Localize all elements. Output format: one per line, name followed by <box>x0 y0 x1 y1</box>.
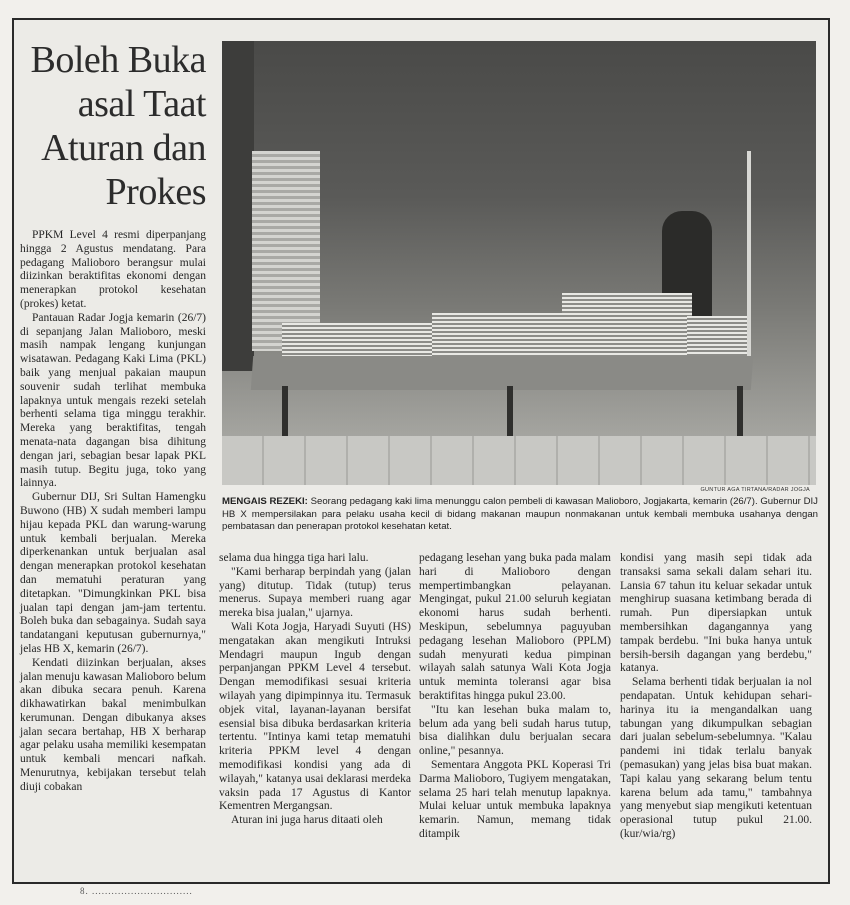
paragraph: "Kami berharap berpindah yang (jalan yang) ditutup. Tidak (tutup) terus menerus. Supaya memberi ruang agar mereka bisa jualan," ujarnya. <box>219 565 411 620</box>
paragraph: Pantauan Radar Jogja kemarin (26/7) di sepanjang Jalan Malioboro, meski masih nampak lengang kunjungan wisatawan. Pedagang Kaki Lima (PKL) baik yang menjual pakaian maupun souvenir sudah terlihat membuka lapaknya untuk mengais rezeki setelah berhenti selama tiga minggu terakhir. Mereka yang beraktifitas, tengah menata-nata dagangan bisa dihitung dengan jari, sebagian besar lapak PKL masih tutup. Begitu juga, toko yang lainnya. <box>20 311 206 490</box>
paragraph: "Itu kan lesehan buka malam to, belum ada yang beli sudah harus tutup, bisa dialihkan dulu berjualan secara online," pesannya. <box>419 703 611 758</box>
paragraph: Sementara Anggota PKL Koperasi Tri Darma Malioboro, Tugiyem mengatakan, selama 25 hari telah menutup lapaknya. Mulai keluar untuk membuka lapaknya kemarin. Namun, memang tidak ditampik <box>419 758 611 840</box>
photo-wall <box>222 41 254 371</box>
top-margin-handwriting <box>330 0 770 8</box>
paragraph: Wali Kota Jogja, Haryadi Suyuti (HS) mengatakan akan mengikuti Intruksi Mendagri maupun Ingub dengan perpanjangan PPKM Level 4 tersebut. Dengan memodifikasi sesuai kriteria wilayah yang dipimpinnya itu. Termasuk objek vital, layanan-layanan bersifat esensial bisa dibuka berdasarkan kriteria tertentu. "Intinya kami tetap mematuhi kriteria PPKM level 4 dengan memodifikasi kondisi yang ada di wilayah," katanya usai deklarasi merdeka vaksin pada 17 Agustus di Kantor Kementren Mergangsan. <box>219 620 411 813</box>
paragraph: Selama berhenti tidak berjualan ia nol pendapatan. Untuk kehidupan sehari-harinya itu ia mengandalkan uang tabungan yang dikumpulkan sebagian dari jualan sebelum-sebelumnya. "Kalau pandemi ini tidak terlalu banyak (pemasukan) yang jelas bisa buat makan. Tapi kalau yang sekarang belum tentu karena belum ada tamu," tambahnya yang menyebut siap mengikuti ketentuan operasional tutup pukul 21.00. (kur/wia/rg) <box>620 676 812 840</box>
paragraph: Kendati diizinkan berjualan, akses jalan menuju kawasan Malioboro belum akan dibuka secara penuh. Karena dikhawatirkan bakal menimbulkan kerumunan. Dengan dibukanya akses jalan secara bertahap, HB X berharap agar pelaku usaha memiliki kesempatan untuk kembali mencari nafkah. Menurutnya, kebijakan tersebut telah diuji cobakan <box>20 656 206 793</box>
headline-line: Prokes <box>105 171 206 213</box>
headline-line: Boleh Buka <box>30 39 206 81</box>
headline-line: Aturan dan <box>41 127 206 169</box>
article-column-1 <box>20 229 206 795</box>
photo-merchandise <box>687 316 747 358</box>
news-photo <box>222 41 816 485</box>
caption-lead: MENGAIS REZEKI: <box>222 496 308 507</box>
paragraph: kondisi yang masih sepi tidak ada transaksi sama sekali dalam sehari itu. Lansia 67 tahun itu keluar sekadar untuk menghirup suasana ketimbang berada di rumah. Pun dipersiapkan untuk membersihkan dagangannya yang tampak berdebu. "Ini buka hanya untuk bersih-bersih dagangan yang berdebu," katanya. <box>620 552 812 675</box>
photo-caption <box>222 496 818 534</box>
article-column-4 <box>620 552 812 842</box>
paragraph: selama dua hingga tiga hari lalu. <box>219 552 369 564</box>
article-column-3 <box>419 552 611 842</box>
photo-merchandise <box>432 313 562 359</box>
headline <box>18 38 206 214</box>
paragraph: Aturan ini juga harus ditaati oleh <box>231 814 383 827</box>
footer-page-marker: 8. ............................... <box>80 886 193 896</box>
caption-text: Seorang pedagang kaki lima menunggu calon pembeli di kawasan Malioboro, Jogjakarta, kemarin (26/7). Gubernur DIJ HB X mempersilakan para pelaku usaha kecil di bidang makanan maupun nonmakanan untuk kembali membuka usahanya dengan pembatasan dan penerapan protokol kesehatan ketat. <box>222 496 818 532</box>
paragraph: Gubernur DIJ, Sri Sultan Hamengku Buwono (HB) X sudah memberi lampu hijau kepada PKL dan warung-warung untuk kembali berjualan. Mereka diperkenankan untuk berjualan asal dengan menerapkan protokol kesehatan dan mematuhi peraturan yang ditetapkan. "Dimungkinkan PKL bisa jualan tapi dengan jam-jam tertentu. Boleh buka dan sebagainya. Sudah saya tandatangani keputusan gubernurnya," jelas HB X, kemarin (26/7). <box>20 491 206 655</box>
paragraph: pedagang lesehan yang buka pada malam hari di Malioboro dengan mempertimbangkan pelayanan. Mengingat, pukul 21.00 seluruh kegiatan ekonomi harus sudah berhenti. Meskipun, sebelumnya paguyuban pedagang lesehan Malioboro (PPLM) sudah menyurati kedua pimpinan wilayah salah satunya Wali Kota Jogja untuk meminta toleransi agar bisa beraktifitas hingga pukul 23.00. <box>419 552 611 702</box>
headline-line: asal Taat <box>77 83 206 125</box>
photo-pole <box>747 151 751 366</box>
photo-shutter <box>252 151 320 351</box>
photo-pavement <box>222 436 816 485</box>
paragraph: PPKM Level 4 resmi diperpanjang hingga 2 Agustus mendatang. Para pedagang Malioboro berangsur mulai diizinkan beraktifitas ekonomi dengan menerapkan protokol kesehatan (prokes) ketat. <box>20 229 206 310</box>
article-column-2 <box>219 552 411 828</box>
photo-table <box>251 356 753 390</box>
photo-credit: GUNTUR AGA TIRTANA/RADAR JOGJA <box>700 487 810 493</box>
photo-merchandise <box>562 293 692 359</box>
